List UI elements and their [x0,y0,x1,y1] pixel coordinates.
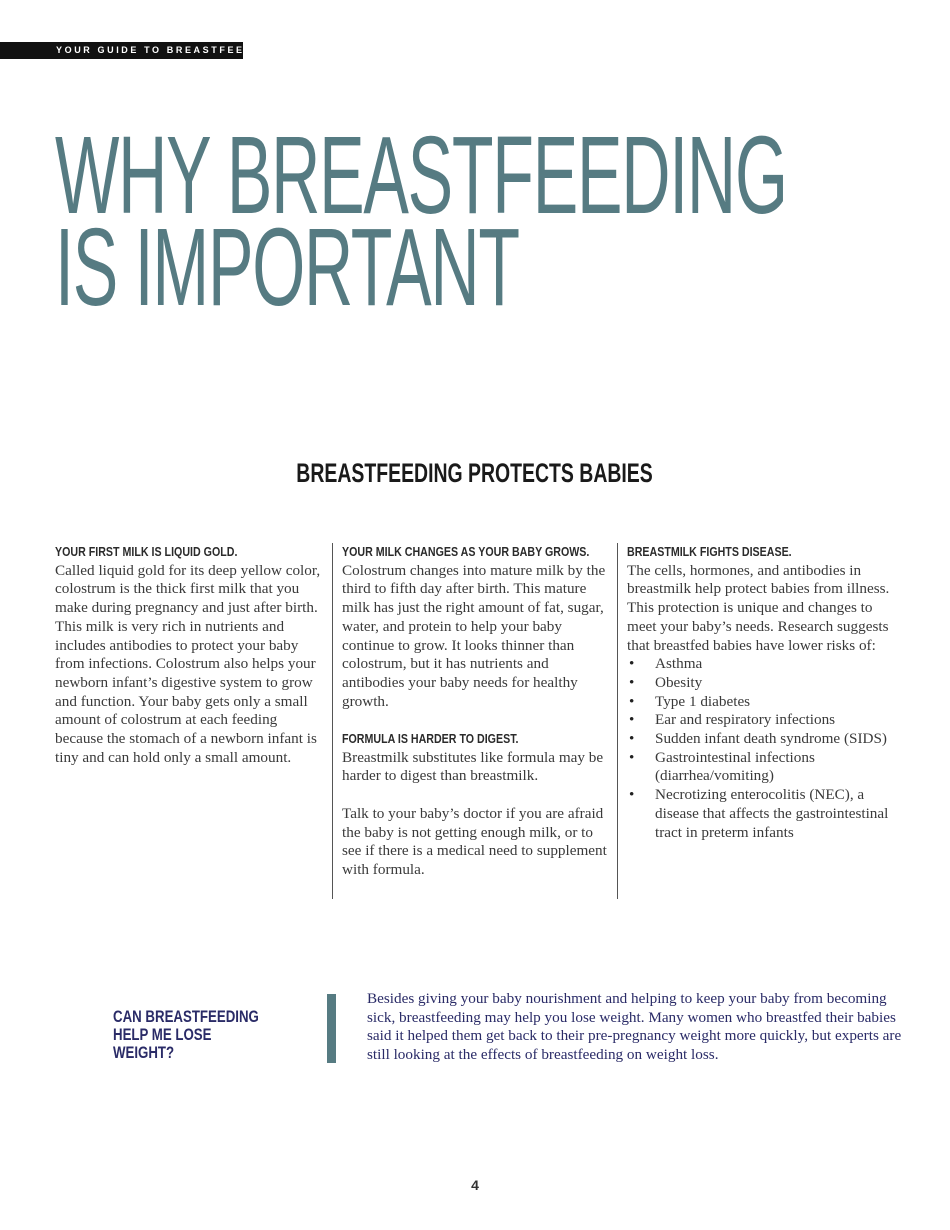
column-body: Colostrum changes into mature milk by the third to fifth day after birth. This mature milk has just the right amount of fat, sugar, water, and protein to help your baby continue to grow. It looks thinner than colostrum, but it has nutrients and antibodies your baby needs for healthy growth. [342,561,606,710]
risk-list [627,655,897,842]
list-item: • Gastrointestinal infections (diarrhea/vomiting) [627,749,897,786]
column-body: The cells, hormones, and antibodies in breastmilk help protect babies from illness. This protection is unique and changes to meet your baby’s needs. Research suggests that breastfed babies have lower risks of: [627,561,890,654]
page-number: 4 [471,1177,479,1193]
section-heading [0,458,950,489]
column-heading: YOUR MILK CHANGES AS YOUR BABY GROWS. [342,544,590,559]
callout-answer: Besides giving your baby nourishment and helping to keep your baby from becoming sick, breastfeeding may help you lose weight. Many women who breastfed their babies said it helped them get back to their pre-pregnancy weight more quickly, but experts are still looking at the effects of breastfeeding on weight loss. [367,990,902,1064]
section-heading-text: BREASTFEEDING PROTECTS BABIES [296,458,654,488]
page-title-line-2: IS IMPORTANT [55,206,519,329]
column-heading: BREASTMILK FIGHTS DISEASE. [627,544,792,559]
callout-question: CAN BREASTFEEDING HELP ME LOSE WEIGHT? [113,1007,259,1062]
page-title-line-1: WHY BREASTFEEDING [55,114,787,237]
list-item: • Asthma [627,655,897,674]
header-tag: YOUR GUIDE TO BREASTFEEDING [0,42,243,59]
column-fights-disease [617,543,897,899]
callout-accent-bar [327,994,336,1063]
list-item: • Type 1 diabetes [627,693,897,712]
list-item: • Obesity [627,674,897,693]
list-item: • Necrotizing enterocolitis (NEC), a disease that affects the gastrointestinal tract in preterm infants [627,786,897,842]
column-body: Talk to your baby’s doctor if you are afraid the baby is not getting enough milk, or to see if there is a medical need to supplement with formula. [342,804,607,878]
column-liquid-gold [55,543,325,767]
column-body: Called liquid gold for its deep yellow color, colostrum is the thick first milk that you make during pregnancy and just after birth. This milk is very rich in nutrients and includes antibodies to protect your baby from infections. Colostrum also helps your newborn infant’s digestive system to grow and function. Your baby gets only a small amount of colostrum at each feeding because the stomach of a newborn infant is tiny and can hold only a small amount. [55,561,321,766]
column-milk-changes [332,543,614,899]
column-body: Breastmilk substitutes like formula may be harder to digest than breastmilk. [342,748,604,785]
column-heading: YOUR FIRST MILK IS LIQUID GOLD. [55,544,238,559]
list-item: • Sudden infant death syndrome (SIDS) [627,730,897,749]
page-title [55,114,787,329]
list-item: • Ear and respiratory infections [627,711,897,730]
column-heading: FORMULA IS HARDER TO DIGEST. [342,731,519,747]
